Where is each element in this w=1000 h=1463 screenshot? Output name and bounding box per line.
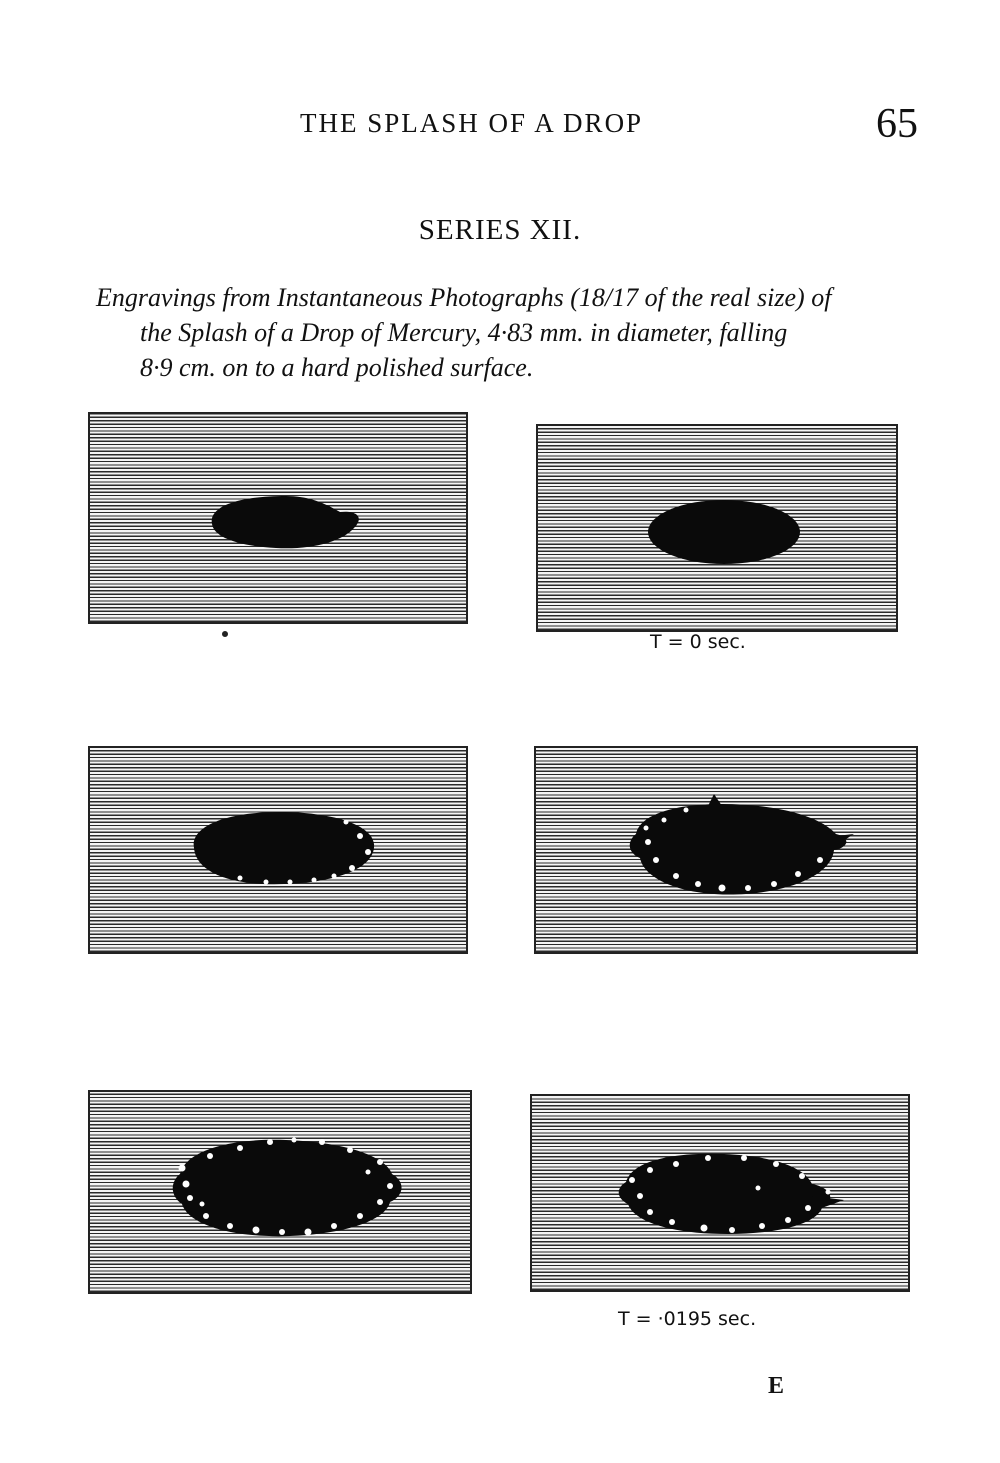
caption-line-3: 8·9 cm. on to a hard polished surface. (140, 353, 534, 382)
page-number: 65 (876, 101, 918, 147)
plate-5-drop (90, 1092, 470, 1292)
running-title: THE SPLASH OF A DROP (300, 108, 644, 138)
plate-4-drop (536, 748, 916, 952)
plate-6-label: T = ·0195 sec. (618, 1308, 757, 1330)
plate-4 (534, 746, 918, 954)
plate-3 (88, 746, 468, 954)
signature-mark: E (768, 1373, 785, 1399)
caption-line-1: Engravings from Instantaneous Photographs (18/17 of the real size) of (96, 283, 832, 312)
plate-1-mark (222, 631, 228, 637)
plate-3-drop (90, 748, 466, 952)
plate-2-label: T = 0 sec. (650, 631, 746, 653)
plate-1-drop (90, 414, 466, 622)
series-title: SERIES XII. (418, 214, 582, 246)
caption-line-2: the Splash of a Drop of Mercury, 4·83 mm. in diameter, falling (140, 318, 788, 347)
plate-6-drop (532, 1096, 908, 1290)
plate-2-drop (538, 426, 896, 630)
figure-caption (96, 280, 916, 385)
plate-1 (88, 412, 468, 624)
plate-6 (530, 1094, 910, 1292)
plate-2 (536, 424, 898, 632)
plate-5 (88, 1090, 472, 1294)
